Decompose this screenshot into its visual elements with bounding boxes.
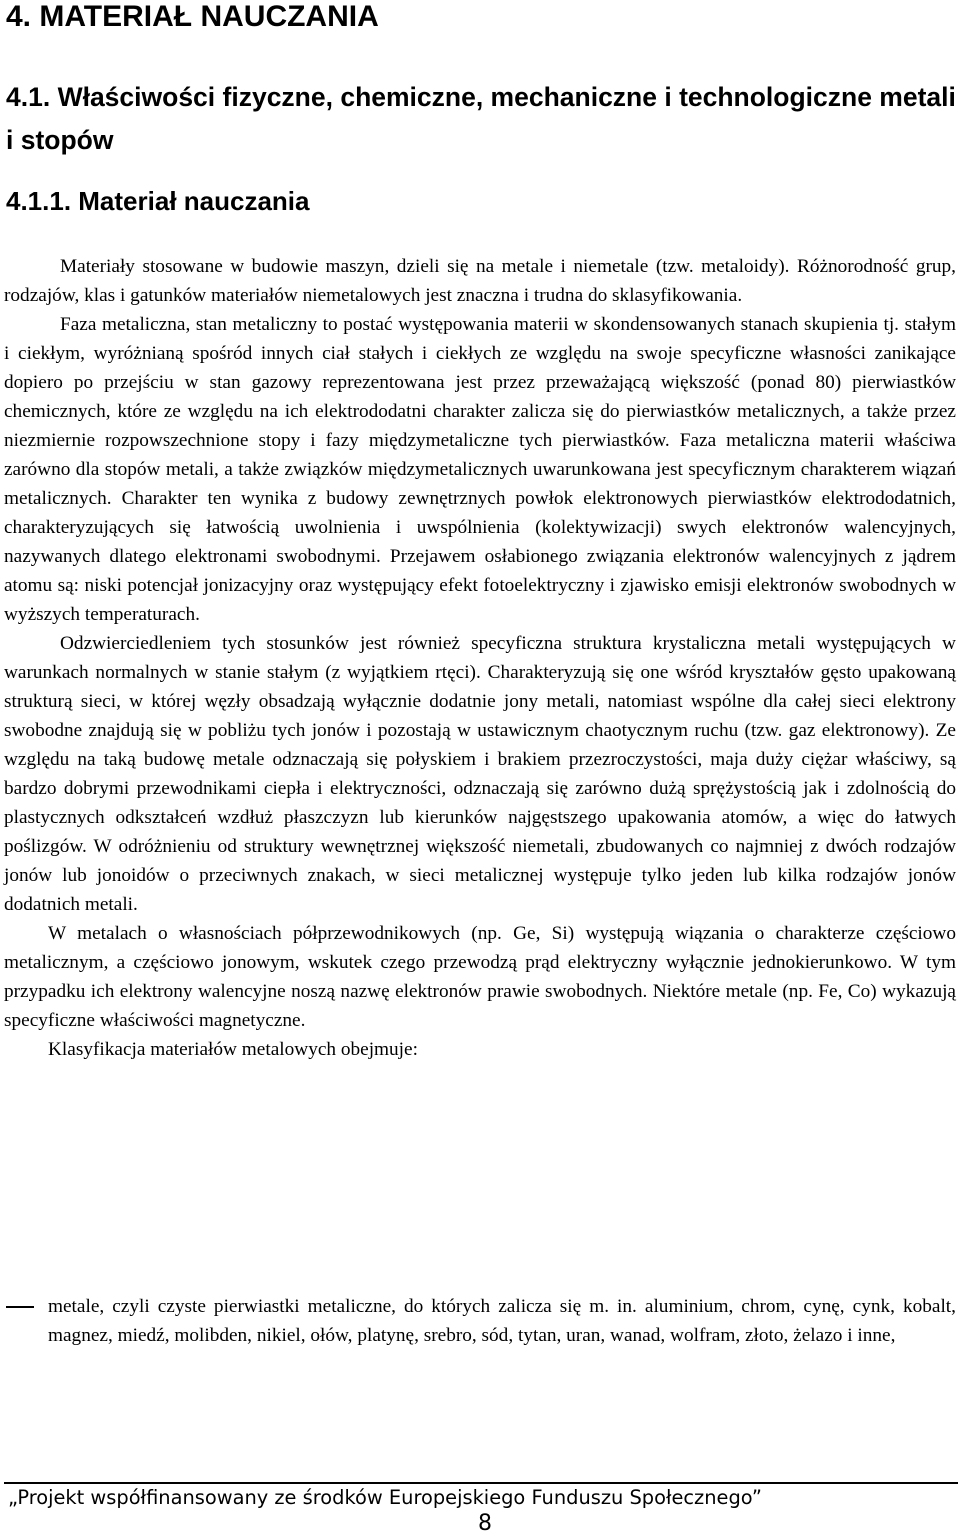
- footer-text: „Projekt współfinansowany ze środków Europejskiego Funduszu Społecznego”: [8, 1486, 762, 1509]
- subsection-heading: 4.1. Właściwości fizyczne, chemiczne, mechaniczne i technologiczne metali i stopów: [6, 82, 956, 155]
- page-number: 8: [478, 1511, 492, 1536]
- subsubsection-heading: 4.1.1. Materiał nauczania: [6, 186, 310, 216]
- section-heading: 4. MATERIAŁ NAUCZANIA: [6, 0, 379, 33]
- body-text: [4, 252, 956, 1064]
- footer-divider: [4, 1482, 958, 1484]
- list-item: [4, 1292, 956, 1350]
- paragraph: W metalach o własnościach półprzewodnikowych (np. Ge, Si) występują wiązania o charakterze częściowo metalicznym, a częściowo jonowym, wskutek czego przewodzą prąd elektryczny wyłącznie jednokierunkowo. W tym przypadku ich elektrony walencyjne noszą nazwę elektronów prawie swobodnych. Niektóre metale (np. Fe, Co) wykazują specyficzne właściwości magnetyczne.: [4, 923, 956, 1031]
- paragraph: Faza metaliczna, stan metaliczny to postać występowania materii w skondensowanych stanach skupienia tj. stałym i ciekłym, wyróżnianą spośród innych ciał stałych i ciekłych ze względu na swoje specyficzne własności zanikające dopiero po przejściu w stan gazowy reprezentowana jest przez przeważającą większość (ponad 80) pierwiastków chemicznych, które ze względu na ich elektrododatni charakter zalicza się do pierwiastków metalicznych, a także przez niezmiernie rozpowszechnione stopy i fazy międzymetaliczne tych pierwiastków. Faza metaliczna materii właściwa zarówno dla stopów metali, a także związków międzymetalicznych uwarunkowana jest specyficznym charakterem wiązań metalicznych. Charakter ten wynika z budowy zewnętrznych powłok elektronowych pierwiastków elektrododatnich, charakteryzujących się łatwością uwolnienia i uwspólnienia (kolektywizacji) swych elektronów walencyjnych, nazywanych dlatego elektronami swobodnymi. Przejawem osłabionego związania elektronów walencyjnych z jądrem atomu są: niski potencjał jonizacyjny oraz występujący efekt fotoelektryczny i zjawisko emisji elektronów swobodnych w wyższych temperaturach.: [4, 314, 956, 625]
- paragraph: Materiały stosowane w budowie maszyn, dzieli się na metale i niemetale (tzw. metaloidy). Różnorodność grup, rodzajów, klas i gatunków materiałów niemetalowych jest znaczna i trudna do sklasyfikowania.: [4, 256, 956, 306]
- dash-bullet-icon: [6, 1306, 34, 1308]
- list-item-text: metale, czyli czyste pierwiastki metaliczne, do których zalicza się m. in. aluminium, chrom, cynę, cynk, kobalt, magnez, miedź, molibden, nikiel, ołów, platynę, srebro, sód, tytan, uran, wanad, wolfram, złoto, żelazo i inne,: [48, 1296, 956, 1346]
- paragraph: Klasyfikacja materiałów metalowych obejmuje:: [48, 1039, 418, 1060]
- paragraph: Odzwierciedleniem tych stosunków jest również specyficzna struktura krystaliczna metali występujących w warunkach normalnych w stanie stałym (z wyjątkiem rtęci). Charakteryzują się one wśród kryształów gęsto upakowaną strukturą sieci, w której węzły obsadzają wyłącznie dodatnie jony metali, natomiast wspólne dla całej sieci elektrony swobodne znajdują się w pobliżu tych jonów i pozostają w ustawicznym chaotycznym ruchu (tzw. gaz elektronowy). Ze względu na taką budowę metale odznaczają się połyskiem i brakiem przezroczystości, maja duży ciężar właściwy, są bardzo dobrymi przewodnikami ciepła i elektryczności, odznaczają się zarówno dużą sprężystością jak i zdolnością do plastycznych odkształceń wzdłuż płaszczyzn lub kierunków najgęstszego upakowania atomów, a więc do łatwych poślizgów. W odróżnieniu od struktury wewnętrznej większość niemetali, zbudowanych co najmniej z dwóch rodzajów jonów lub jonoidów o przeciwnych znakach, w sieci metalicznej występuje tylko jeden lub kilka rodzajów jonów dodatnich metali.: [4, 633, 956, 915]
